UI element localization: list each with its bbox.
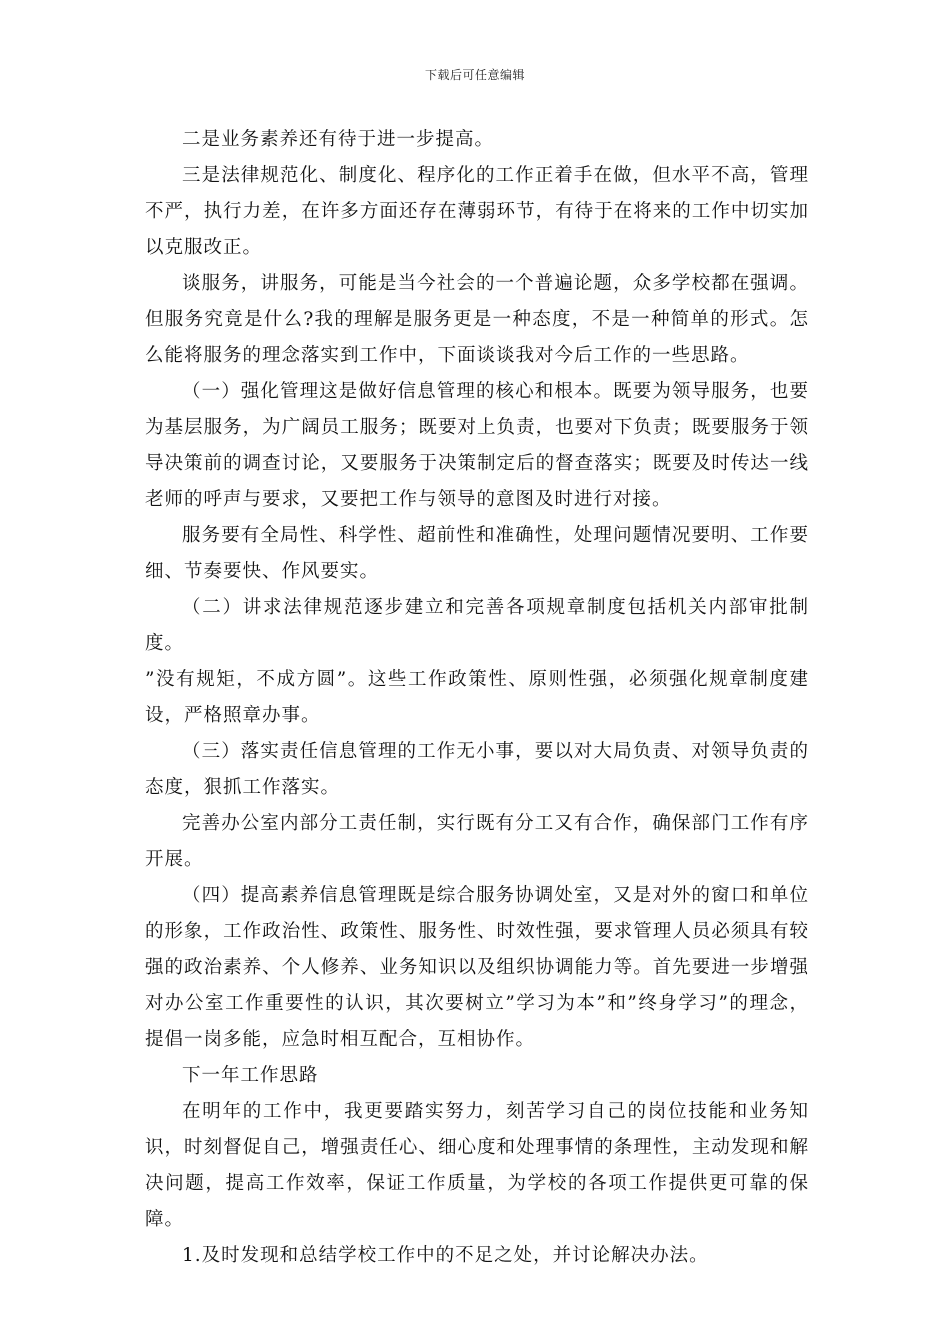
list-item: 1.及时发现和总结学校工作中的不足之处，并讨论解决办法。	[182, 1245, 709, 1266]
paragraph: 二是业务素养还有待于进一步提高。	[182, 129, 495, 150]
paragraph: （三）落实责任信息管理的工作无小事，要以对大局负责、对领导负责的态度，狠抓工作落实。	[145, 741, 809, 798]
paragraph: （一）强化管理这是做好信息管理的核心和根本。既要为领导服务，也要为基层服务，为广阔员工服务；既要对上负责，也要对下负责；既要服务于领导决策前的调查讨论，又要服务于决策制定后的督查落实；既要及时传达一线老师的呼声与要求，又要把工作与领导的意图及时进行对接。	[145, 381, 809, 510]
document-body	[145, 122, 809, 1274]
paragraph: 服务要有全局性、科学性、超前性和准确性，处理问题情况要明、工作要细、节奏要快、作风要实。	[145, 525, 809, 582]
section-heading: 下一年工作思路	[182, 1065, 319, 1086]
paragraph: 谈服务，讲服务，可能是当今社会的一个普遍论题，众多学校都在强调。但服务究竟是什么?我的理解是服务更是一种态度，不是一种简单的形式。怎么能将服务的理念落实到工作中，下面谈谈我对今后工作的一些思路。	[145, 273, 809, 366]
paragraph: 完善办公室内部分工责任制，实行既有分工又有合作，确保部门工作有序开展。	[145, 813, 809, 870]
paragraph: 三是法律规范化、制度化、程序化的工作正着手在做，但水平不高，管理不严，执行力差，在许多方面还存在薄弱环节，有待于在将来的工作中切实加以克服改正。	[145, 165, 809, 258]
paragraph: ”没有规矩，不成方圆”。这些工作政策性、原则性强，必须强化规章制度建设，严格照章办事。	[145, 669, 809, 726]
paragraph: 在明年的工作中，我更要踏实努力，刻苦学习自己的岗位技能和业务知识，时刻督促自己，增强责任心、细心度和处理事情的条理性，主动发现和解决问题，提高工作效率，保证工作质量，为学校的各项工作提供更可靠的保障。	[145, 1101, 809, 1230]
page-header: 下载后可任意编辑	[424, 68, 525, 82]
paragraph: （二）讲求法律规范逐步建立和完善各项规章制度包括机关内部审批制度。	[145, 597, 809, 654]
paragraph: （四）提高素养信息管理既是综合服务协调处室，又是对外的窗口和单位的形象，工作政治性、政策性、服务性、时效性强，要求管理人员必须具有较强的政治素养、个人修养、业务知识以及组织协调能力等。首先要进一步增强对办公室工作重要性的认识，其次要树立”学习为本”和”终身学习”的理念，提倡一岗多能，应急时相互配合，互相协作。	[145, 885, 809, 1050]
